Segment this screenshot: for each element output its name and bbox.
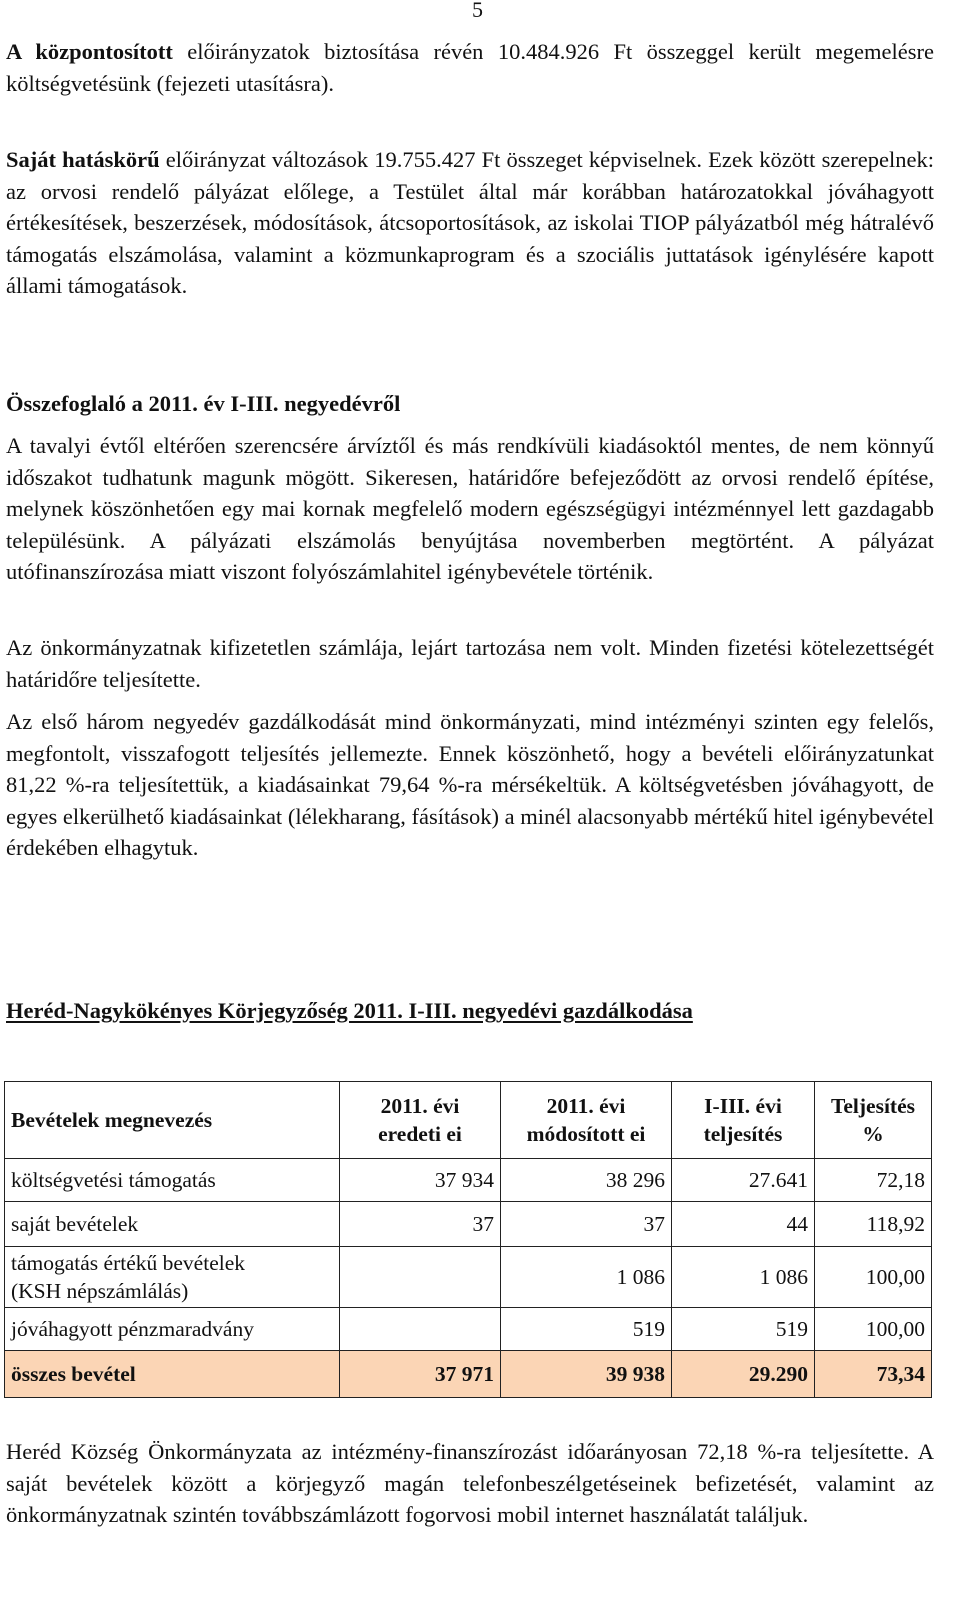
- row-name-line2: (KSH népszámlálás): [11, 1279, 189, 1303]
- row-rate: 100,00: [815, 1308, 932, 1351]
- paragraph-central-appropriations: [6, 36, 934, 99]
- table-header-row: [5, 1082, 932, 1159]
- row-original: 37 934: [340, 1159, 501, 1202]
- row-name: [5, 1247, 340, 1308]
- row-name: saját bevételek: [5, 1202, 340, 1247]
- row-modified: 1 086: [501, 1247, 672, 1308]
- row-actual: 27.641: [672, 1159, 815, 1202]
- header-modified-line1: 2011. évi: [546, 1094, 626, 1118]
- row-rate: 118,92: [815, 1202, 932, 1247]
- header-modified-line2: módosított ei: [526, 1122, 646, 1146]
- row-modified: 37: [501, 1202, 672, 1247]
- total-name: összes bevétel: [5, 1351, 340, 1398]
- paragraph-lead-own-authority: Saját hatáskörű: [6, 147, 160, 172]
- summary-paragraph-3: Az első három negyedév gazdálkodását mind önkormányzati, mind intézményi szinten egy felelős, megfontolt, visszafogott teljesítés jellemezte. Ennek köszönhető, hogy a bevételi előirányzatunkat 81,22 %-ra teljesítettük, a kiadásainkat 79,64 %-ra mérsékeltük. A költségvetésben jóváhagyott, de egyes elkerülhető kiadásainkat (lélekharang, fásítások) a minél alacsonyabb mértékű hitel igénybevétel érdekében elhagytuk.: [6, 709, 934, 861]
- row-name-line1: támogatás értékű bevételek: [11, 1251, 246, 1275]
- paragraph-lead-central: A központosított: [6, 39, 173, 64]
- header-modified: [501, 1082, 672, 1159]
- header-rate: [815, 1082, 932, 1159]
- table-row: [5, 1308, 932, 1351]
- row-original: 37: [340, 1202, 501, 1247]
- total-modified: 39 938: [501, 1351, 672, 1398]
- header-original-line2: eredeti ei: [378, 1122, 462, 1146]
- header-actual-line2: teljesítés: [703, 1122, 783, 1146]
- revenue-table: [4, 1081, 932, 1398]
- summary-paragraph-2: Az önkormányzatnak kifizetetlen számlája, lejárt tartozása nem volt. Minden fizetési kötelezettségét határidőre teljesítette.: [6, 635, 934, 692]
- closing-paragraph: Heréd Község Önkormányzata az intézmény-finanszírozást időarányosan 72,18 %-ra teljesítette. A saját bevételek között a körjegyző magán telefonbeszélgetéseinek befizetését, valamint az önkormányzatnak szintén továbbszámlázott fogorvosi mobil internet használatát találjuk.: [6, 1439, 934, 1528]
- summary-paragraph-1: A tavalyi évtől eltérően szerencsére árvíztől és más rendkívüli kiadásoktól mentes, de nem könnyű időszakot tudhatunk magunk mögött. Sikeresen, határidőre befejeződött az orvosi rendelő építése, melynek köszönhetően egy mai kornak megfelelő modern egészségügyi intézménnyel lett gazdagabb településünk. A pályázati elszámolás benyújtása novemberben megtörtént. A pályázat utófinanszírozása miatt viszont folyószámlahitel igénybevétele történik.: [6, 433, 934, 585]
- paragraph-own-authority-changes: [6, 144, 934, 302]
- header-actual: [672, 1082, 815, 1159]
- table-total-row: [5, 1351, 932, 1398]
- total-rate: 73,34: [815, 1351, 932, 1398]
- row-actual: 519: [672, 1308, 815, 1351]
- paragraph-text-own-authority: előirányzat változások 19.755.427 Ft összeget képviselnek. Ezek között szerepelnek: az orvosi rendelő pályázat előlege, a Testület által már korábban határozatokkal jóváhagyott értékesítések, beszerzések, módosítások, átcsoportosítások, az iskolai TIOP pályázatból még hátralévő támogatás elszámolása, valamint a közmunkaprogram és a szociális juttatások igénylésére kapott állami támogatások.: [6, 147, 934, 299]
- header-original-line1: 2011. évi: [380, 1094, 460, 1118]
- row-modified: 519: [501, 1308, 672, 1351]
- row-modified: 38 296: [501, 1159, 672, 1202]
- table-row: [5, 1202, 932, 1247]
- table-row: [5, 1247, 932, 1308]
- summary-heading: Összefoglaló a 2011. év I-III. negyedévről: [6, 391, 401, 416]
- header-name: Bevételek megnevezés: [5, 1082, 340, 1159]
- row-original: [340, 1247, 501, 1308]
- total-actual: 29.290: [672, 1351, 815, 1398]
- row-name: jóváhagyott pénzmaradvány: [5, 1308, 340, 1351]
- header-rate-line2: %: [862, 1122, 884, 1146]
- row-actual: 44: [672, 1202, 815, 1247]
- total-original: 37 971: [340, 1351, 501, 1398]
- row-actual: 1 086: [672, 1247, 815, 1308]
- header-original: [340, 1082, 501, 1159]
- page-number: 5: [472, 0, 483, 22]
- row-original: [340, 1308, 501, 1351]
- table-row: [5, 1159, 932, 1202]
- row-rate: 72,18: [815, 1159, 932, 1202]
- paragraph-text-central: előirányzatok biztosítása révén 10.484.926 Ft összeggel került megemelésre költségvetésünk (fejezeti utasításra).: [6, 39, 935, 96]
- header-actual-line1: I-III. évi: [704, 1094, 782, 1118]
- row-name: költségvetési támogatás: [5, 1159, 340, 1202]
- row-rate: 100,00: [815, 1247, 932, 1308]
- section-heading: Heréd-Nagykökényes Körjegyzőség 2011. I-III. negyedévi gazdálkodása: [6, 998, 693, 1023]
- header-rate-line1: Teljesítés: [831, 1094, 915, 1118]
